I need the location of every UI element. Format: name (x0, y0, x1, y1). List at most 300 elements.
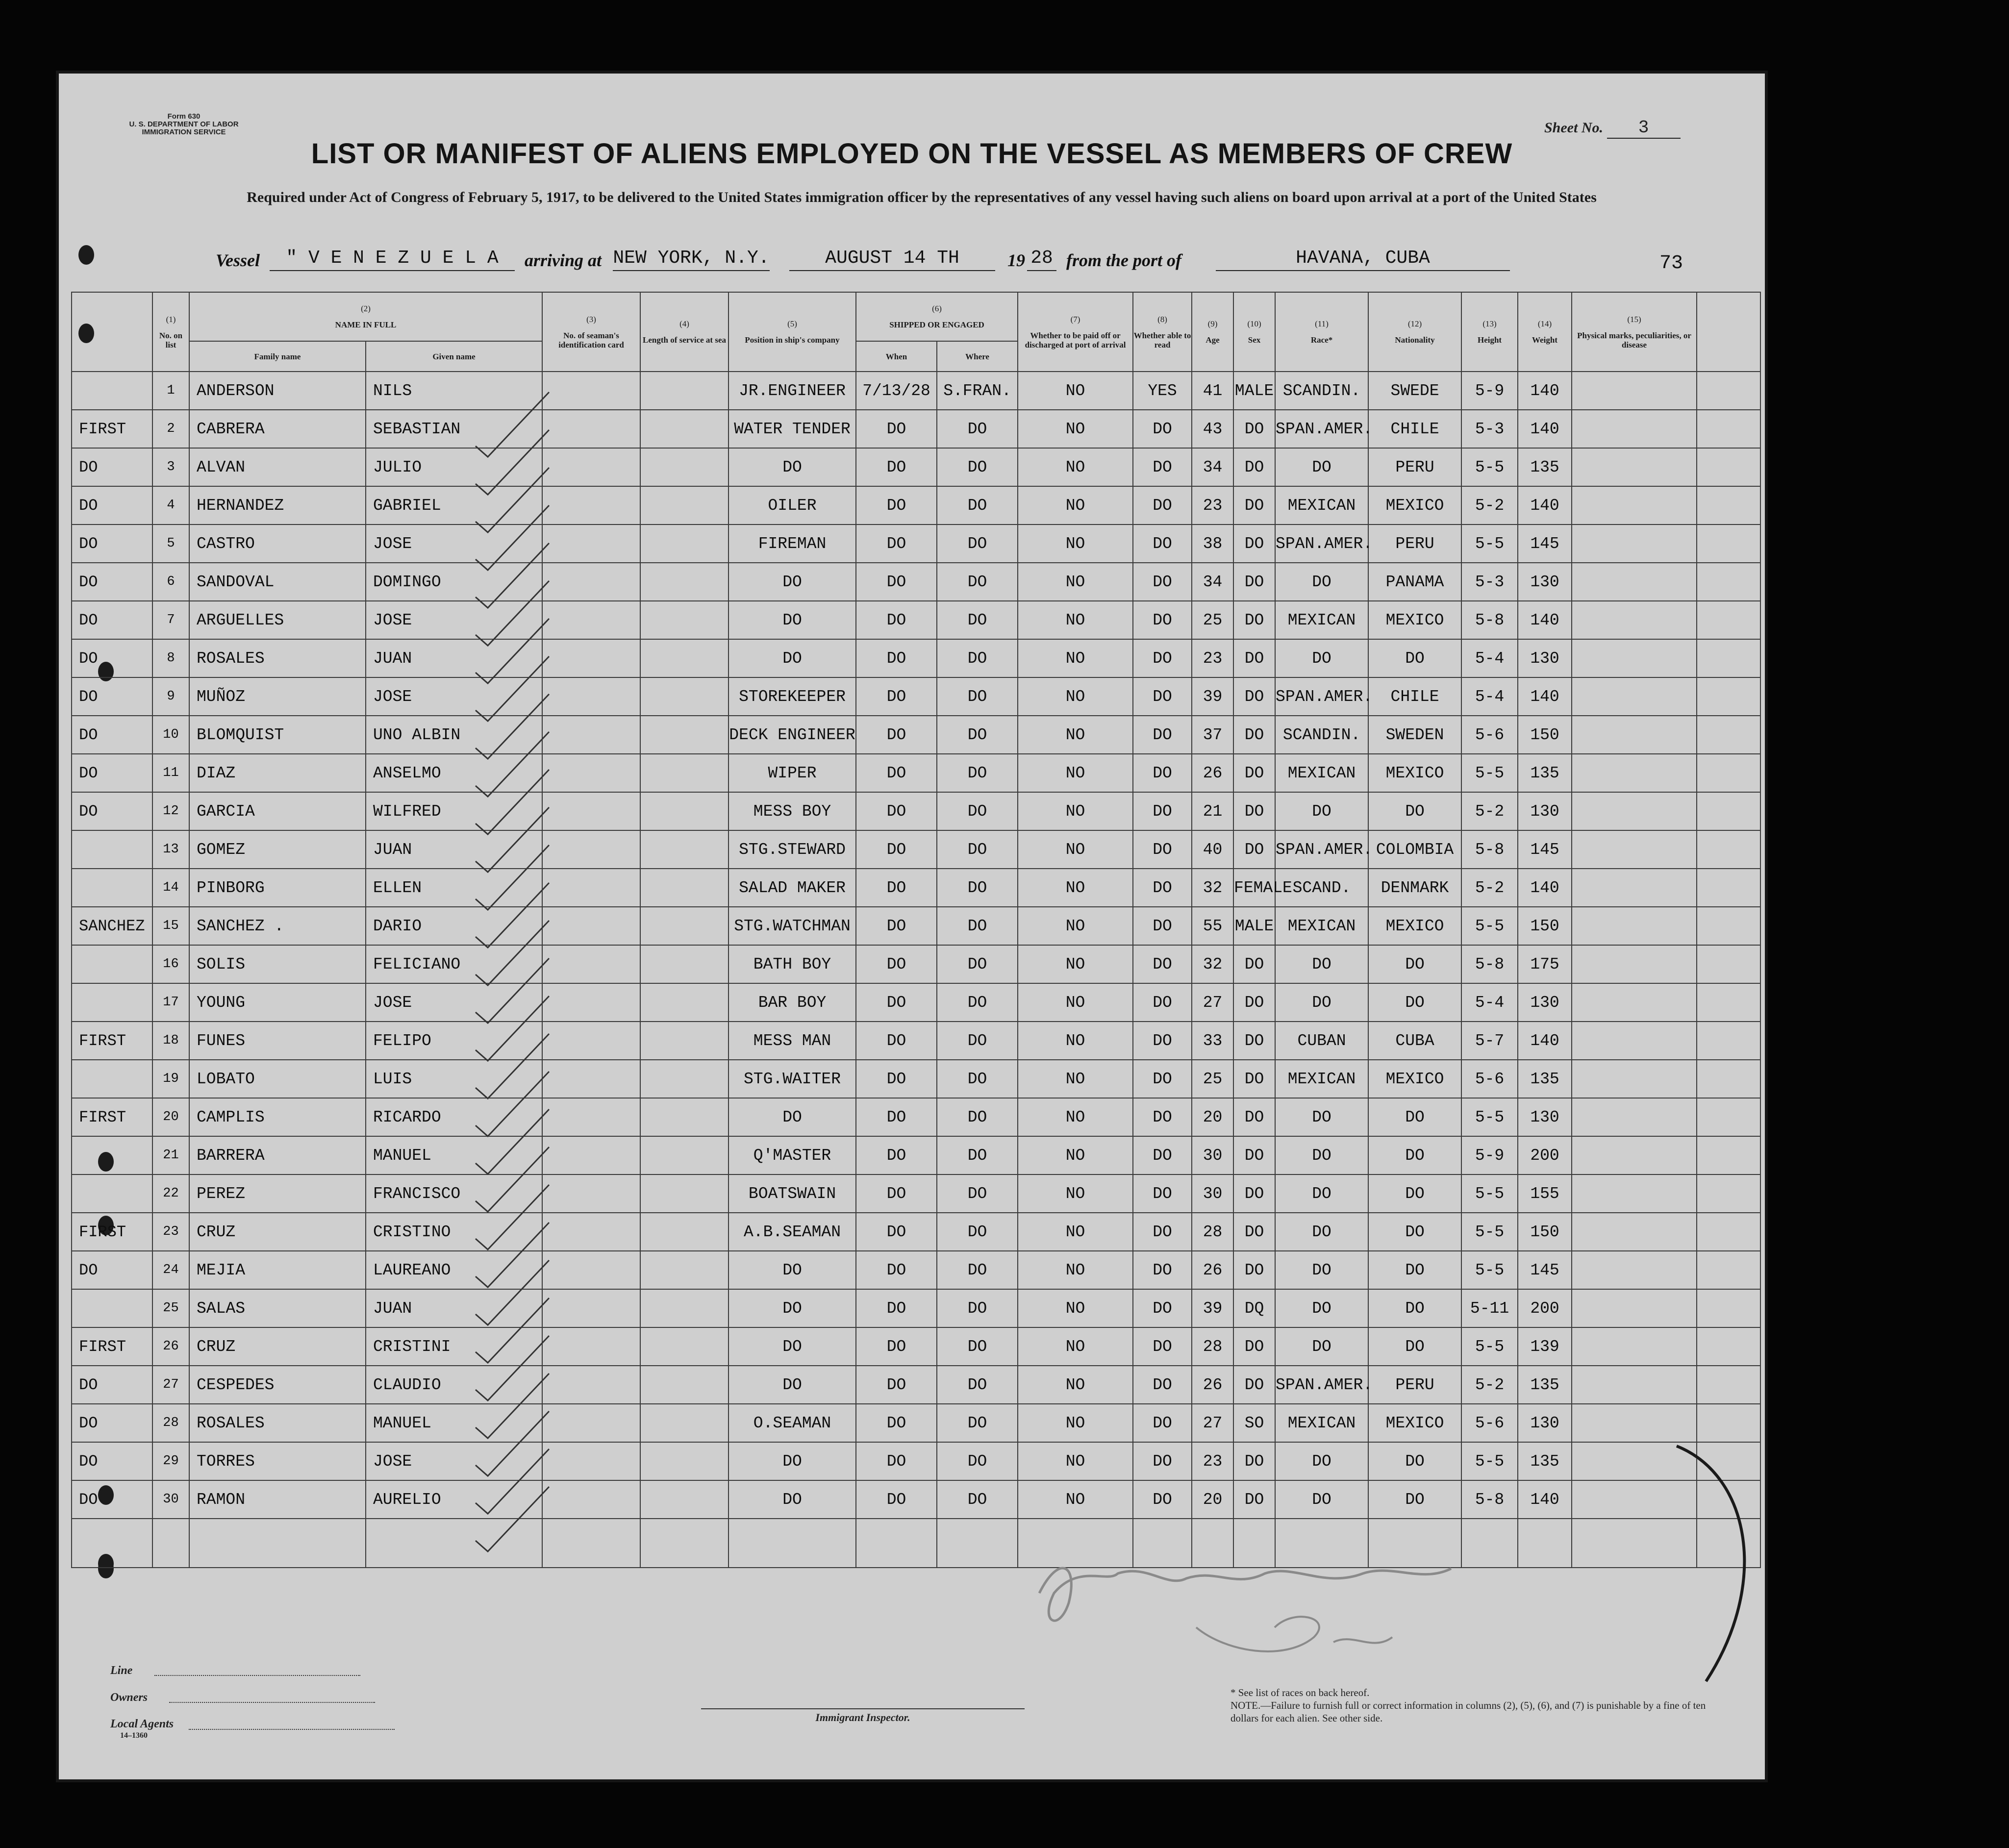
nationality: COLOMBIA (1368, 830, 1461, 869)
blank-cell (1697, 1327, 1760, 1366)
table-row (72, 639, 1760, 677)
height: 5-7 (1461, 1022, 1518, 1060)
footer-form-code: 14–1360 (120, 1731, 148, 1740)
weight: 130 (1518, 563, 1572, 601)
height: 5-4 (1461, 639, 1518, 677)
nationality: DO (1368, 1480, 1461, 1519)
given-name: GABRIEL (366, 486, 542, 524)
race: MEXICAN (1275, 1404, 1368, 1442)
paid-off: NO (1018, 639, 1133, 677)
table-row (72, 372, 1760, 410)
paid-off: NO (1018, 524, 1133, 563)
position: DO (728, 1366, 856, 1404)
family-name: PEREZ (189, 1174, 366, 1213)
race: DO (1275, 1251, 1368, 1289)
position: FIREMAN (728, 524, 856, 563)
age: 33 (1192, 1022, 1233, 1060)
weight: 140 (1518, 372, 1572, 410)
service-length-cell (640, 677, 728, 716)
note-annotation (72, 830, 152, 869)
sex: DO (1233, 486, 1275, 524)
service-length-cell (640, 1060, 728, 1098)
weight: 130 (1518, 1098, 1572, 1136)
nationality: DO (1368, 1251, 1461, 1289)
position: STG.WATCHMAN (728, 907, 856, 945)
physical-marks-cell (1572, 1366, 1697, 1404)
shipped-where: DO (937, 1060, 1018, 1098)
header-weight: (14) Weight (1518, 292, 1572, 372)
table-row (72, 907, 1760, 945)
weight: 135 (1518, 754, 1572, 792)
list-number: 24 (152, 1251, 189, 1289)
age: 25 (1192, 601, 1233, 639)
weight: 140 (1518, 869, 1572, 907)
list-number: 29 (152, 1442, 189, 1480)
sex: DO (1233, 524, 1275, 563)
service-length-cell (640, 1098, 728, 1136)
sex: DO (1233, 639, 1275, 677)
position: DO (728, 1442, 856, 1480)
id-card-cell (542, 448, 640, 486)
from-label: from the port of (1066, 250, 1182, 270)
paid-off: NO (1018, 448, 1133, 486)
physical-marks-cell (1572, 601, 1697, 639)
able-to-read: DO (1133, 601, 1192, 639)
family-name: BLOMQUIST (189, 716, 366, 754)
race: SPAN.AMER. (1275, 830, 1368, 869)
id-card-cell (542, 372, 640, 410)
shipped-where: DO (937, 1174, 1018, 1213)
shipped-where: DO (937, 1480, 1018, 1519)
age: 26 (1192, 754, 1233, 792)
shipped-where: DO (937, 1136, 1018, 1174)
list-number: 16 (152, 945, 189, 983)
note-annotation: FIRST (72, 1098, 152, 1136)
list-number: 12 (152, 792, 189, 830)
age: 26 (1192, 1251, 1233, 1289)
table-row (72, 1251, 1760, 1289)
age: 55 (1192, 907, 1233, 945)
age: 20 (1192, 1098, 1233, 1136)
table-row (72, 754, 1760, 792)
paid-off: NO (1018, 1060, 1133, 1098)
height: 5-5 (1461, 1174, 1518, 1213)
blank-cell (1697, 1289, 1760, 1327)
table-row (72, 524, 1760, 563)
paid-off: NO (1018, 983, 1133, 1022)
list-number: 8 (152, 639, 189, 677)
paid-off: NO (1018, 1098, 1133, 1136)
paid-off: NO (1018, 372, 1133, 410)
race: DO (1275, 1480, 1368, 1519)
nationality: DO (1368, 1098, 1461, 1136)
shipped-where: DO (937, 792, 1018, 830)
weight: 150 (1518, 907, 1572, 945)
note-annotation: DO (72, 563, 152, 601)
table-row (72, 983, 1760, 1022)
able-to-read: DO (1133, 1480, 1192, 1519)
given-name: DARIO (366, 907, 542, 945)
header-position: (5) Position in ship's company (728, 292, 856, 372)
service-length-cell (640, 1442, 728, 1480)
physical-marks-cell (1572, 486, 1697, 524)
height: 5-2 (1461, 792, 1518, 830)
given-name: JUAN (366, 830, 542, 869)
shipped-where: DO (937, 716, 1018, 754)
physical-marks-cell (1572, 410, 1697, 448)
sex: DO (1233, 448, 1275, 486)
table-row (72, 563, 1760, 601)
age: 37 (1192, 716, 1233, 754)
able-to-read: DO (1133, 754, 1192, 792)
given-name: JOSE (366, 1442, 542, 1480)
shipped-when: DO (856, 1136, 937, 1174)
weight: 150 (1518, 1213, 1572, 1251)
blank-cell (1697, 792, 1760, 830)
table-row (72, 1098, 1760, 1136)
blank-cell (1697, 563, 1760, 601)
blank-cell (1697, 486, 1760, 524)
nationality: CUBA (1368, 1022, 1461, 1060)
list-number: 5 (152, 524, 189, 563)
service-length-cell (640, 983, 728, 1022)
nationality: CHILE (1368, 677, 1461, 716)
able-to-read: DO (1133, 1289, 1192, 1327)
departure-port: HAVANA, CUBA (1216, 248, 1510, 271)
nationality: DO (1368, 1442, 1461, 1480)
physical-marks-cell (1572, 1213, 1697, 1251)
shipped-when: DO (856, 1213, 937, 1251)
shipped-when: DO (856, 563, 937, 601)
weight: 140 (1518, 486, 1572, 524)
list-number: 3 (152, 448, 189, 486)
paid-off: NO (1018, 1366, 1133, 1404)
list-number: 20 (152, 1098, 189, 1136)
physical-marks-cell (1572, 983, 1697, 1022)
race: DO (1275, 563, 1368, 601)
shipped-when: DO (856, 1327, 937, 1366)
list-number: 23 (152, 1213, 189, 1251)
nationality: PANAMA (1368, 563, 1461, 601)
position: Q'MASTER (728, 1136, 856, 1174)
id-card-cell (542, 1213, 640, 1251)
shipped-when: DO (856, 448, 937, 486)
id-card-cell (542, 677, 640, 716)
age: 39 (1192, 1289, 1233, 1327)
family-name: TORRES (189, 1442, 366, 1480)
shipped-when: DO (856, 830, 937, 869)
given-name: JUAN (366, 639, 542, 677)
shipped-where: DO (937, 1098, 1018, 1136)
race: DO (1275, 1327, 1368, 1366)
able-to-read: DO (1133, 983, 1192, 1022)
id-card-cell (542, 1442, 640, 1480)
family-name: ANDERSON (189, 372, 366, 410)
note-annotation: DO (72, 1404, 152, 1442)
sex: DO (1233, 983, 1275, 1022)
shipped-when: DO (856, 754, 937, 792)
able-to-read: DO (1133, 830, 1192, 869)
position: MESS MAN (728, 1022, 856, 1060)
family-name: ARGUELLES (189, 601, 366, 639)
service-length-cell (640, 830, 728, 869)
nationality: SWEDE (1368, 372, 1461, 410)
list-number: 11 (152, 754, 189, 792)
shipped-where: DO (937, 1289, 1018, 1327)
paid-off: NO (1018, 1022, 1133, 1060)
list-number: 28 (152, 1404, 189, 1442)
weight: 140 (1518, 1480, 1572, 1519)
service-length-cell (640, 1289, 728, 1327)
nationality: MEXICO (1368, 1060, 1461, 1098)
able-to-read: DO (1133, 1327, 1192, 1366)
able-to-read: DO (1133, 945, 1192, 983)
list-number: 1 (152, 372, 189, 410)
nationality: PERU (1368, 1366, 1461, 1404)
arriving-label: arriving at (525, 250, 602, 270)
race: SCAND. (1275, 869, 1368, 907)
family-name: YOUNG (189, 983, 366, 1022)
paid-off: NO (1018, 601, 1133, 639)
paid-off: NO (1018, 1327, 1133, 1366)
physical-marks-cell (1572, 1060, 1697, 1098)
position: OILER (728, 486, 856, 524)
id-card-cell (542, 1136, 640, 1174)
list-number: 9 (152, 677, 189, 716)
list-number: 14 (152, 869, 189, 907)
nationality: DO (1368, 639, 1461, 677)
note-annotation (72, 1289, 152, 1327)
height: 5-5 (1461, 754, 1518, 792)
form-number: Form 630 (167, 112, 201, 121)
race: DO (1275, 639, 1368, 677)
physical-marks-cell (1572, 830, 1697, 869)
given-name: CLAUDIO (366, 1366, 542, 1404)
id-card-cell (542, 792, 640, 830)
blank-cell (1697, 1213, 1760, 1251)
service: IMMIGRATION SERVICE (142, 128, 226, 136)
id-card-cell (542, 1327, 640, 1366)
able-to-read: DO (1133, 639, 1192, 677)
paid-off: NO (1018, 830, 1133, 869)
race: DO (1275, 1098, 1368, 1136)
position: MESS BOY (728, 792, 856, 830)
signature-icon (1020, 1534, 1510, 1681)
shipped-where: DO (937, 486, 1018, 524)
height: 5-9 (1461, 1136, 1518, 1174)
nationality: DO (1368, 1327, 1461, 1366)
service-length-cell (640, 410, 728, 448)
family-name: CESPEDES (189, 1366, 366, 1404)
list-number: 19 (152, 1060, 189, 1098)
note-annotation: DO (72, 639, 152, 677)
blank-cell (1697, 1022, 1760, 1060)
blank-cell (1697, 869, 1760, 907)
paid-off: NO (1018, 869, 1133, 907)
position: DECK ENGINEER (728, 716, 856, 754)
family-name: ALVAN (189, 448, 366, 486)
sex: DO (1233, 563, 1275, 601)
footer-agents: Local Agents 14–1360 (110, 1718, 174, 1742)
header-where: Where (937, 341, 1018, 372)
blank-cell (1697, 830, 1760, 869)
weight: 135 (1518, 1366, 1572, 1404)
position: BOATSWAIN (728, 1174, 856, 1213)
note-annotation: SANCHEZ (72, 907, 152, 945)
table-row (72, 716, 1760, 754)
service-length-cell (640, 601, 728, 639)
position: WATER TENDER (728, 410, 856, 448)
age: 27 (1192, 1404, 1233, 1442)
height: 5-8 (1461, 601, 1518, 639)
id-card-cell (542, 410, 640, 448)
nationality: MEXICO (1368, 1404, 1461, 1442)
paid-off: NO (1018, 945, 1133, 983)
position: DO (728, 1327, 856, 1366)
nationality: MEXICO (1368, 601, 1461, 639)
height: 5-3 (1461, 410, 1518, 448)
table-row (72, 486, 1760, 524)
table-row (72, 448, 1760, 486)
shipped-where: DO (937, 601, 1018, 639)
service-length-cell (640, 563, 728, 601)
weight: 130 (1518, 639, 1572, 677)
physical-marks-cell (1572, 1289, 1697, 1327)
vessel-name: " V E N E Z U E L A (270, 248, 515, 271)
id-card-cell (542, 524, 640, 563)
id-card-cell (542, 945, 640, 983)
height: 5-4 (1461, 983, 1518, 1022)
family-name: SALAS (189, 1289, 366, 1327)
height: 5-6 (1461, 1404, 1518, 1442)
paid-off: NO (1018, 1404, 1133, 1442)
given-name: WILFRED (366, 792, 542, 830)
id-card-cell (542, 639, 640, 677)
nationality: DO (1368, 1213, 1461, 1251)
sex: DO (1233, 1098, 1275, 1136)
shipped-when: 7/13/28 (856, 372, 937, 410)
height: 5-9 (1461, 372, 1518, 410)
shipped-where: DO (937, 410, 1018, 448)
shipped-where: DO (937, 1327, 1018, 1366)
position: JR.ENGINEER (728, 372, 856, 410)
shipped-when: DO (856, 410, 937, 448)
blank-cell (1697, 1098, 1760, 1136)
sex: DO (1233, 1060, 1275, 1098)
able-to-read: DO (1133, 1251, 1192, 1289)
family-name: SANCHEZ . (189, 907, 366, 945)
able-to-read: DO (1133, 410, 1192, 448)
sex: FEMALE (1233, 869, 1275, 907)
physical-marks-cell (1572, 1327, 1697, 1366)
able-to-read: DO (1133, 563, 1192, 601)
table-row (72, 1174, 1760, 1213)
family-name: MUÑOZ (189, 677, 366, 716)
service-length-cell (640, 869, 728, 907)
nationality: MEXICO (1368, 907, 1461, 945)
shipped-where: DO (937, 563, 1018, 601)
family-name: CRUZ (189, 1213, 366, 1251)
height: 5-11 (1461, 1289, 1518, 1327)
note-annotation: FIRST (72, 1213, 152, 1251)
header-name-in-full: (2) NAME IN FULL (189, 292, 542, 341)
able-to-read: DO (1133, 677, 1192, 716)
punch-hole (78, 245, 94, 265)
position: SALAD MAKER (728, 869, 856, 907)
list-number: 13 (152, 830, 189, 869)
shipped-when: DO (856, 601, 937, 639)
given-name: ELLEN (366, 869, 542, 907)
family-name: GOMEZ (189, 830, 366, 869)
able-to-read: DO (1133, 869, 1192, 907)
family-name: RAMON (189, 1480, 366, 1519)
weight: 130 (1518, 983, 1572, 1022)
nationality: SWEDEN (1368, 716, 1461, 754)
given-name: UNO ALBIN (366, 716, 542, 754)
given-name: SEBASTIAN (366, 410, 542, 448)
header-paid-off: (7) Whether to be paid off or discharged at port of arrival (1018, 292, 1133, 372)
paid-off: NO (1018, 907, 1133, 945)
race: SPAN.AMER. (1275, 1366, 1368, 1404)
shipped-where: DO (937, 639, 1018, 677)
physical-marks-cell (1572, 639, 1697, 677)
note-annotation: DO (72, 792, 152, 830)
physical-marks-cell (1572, 1251, 1697, 1289)
given-name: CRISTINO (366, 1213, 542, 1251)
blank-column-header (1697, 292, 1760, 372)
service-length-cell (640, 1251, 728, 1289)
physical-marks-cell (1572, 563, 1697, 601)
given-name: JOSE (366, 983, 542, 1022)
paid-off: NO (1018, 1289, 1133, 1327)
nationality: DENMARK (1368, 869, 1461, 907)
race: MEXICAN (1275, 1060, 1368, 1098)
sex: DO (1233, 716, 1275, 754)
age: 28 (1192, 1327, 1233, 1366)
sheet-label: Sheet No. (1544, 120, 1603, 136)
paid-off: NO (1018, 1213, 1133, 1251)
note-annotation: DO (72, 448, 152, 486)
page-subtitle: Required under Act of Congress of February 5, 1917, to be delivered to the United States immigration officer by the representatives of any vessel having such aliens on board upon arrival at a port of the United States (247, 189, 1597, 205)
shipped-when: DO (856, 1404, 937, 1442)
blank-cell (1697, 524, 1760, 563)
shipped-where: DO (937, 1213, 1018, 1251)
note-annotation: FIRST (72, 410, 152, 448)
shipped-where: DO (937, 907, 1018, 945)
weight: 145 (1518, 524, 1572, 563)
table-row (72, 1327, 1760, 1366)
family-name: CASTRO (189, 524, 366, 563)
list-number: 6 (152, 563, 189, 601)
blank-cell (1697, 983, 1760, 1022)
paid-off: NO (1018, 1480, 1133, 1519)
weight: 130 (1518, 1404, 1572, 1442)
given-name: FELICIANO (366, 945, 542, 983)
footnote-block (1231, 1686, 1721, 1724)
position: DO (728, 601, 856, 639)
nationality: DO (1368, 1174, 1461, 1213)
family-name: FUNES (189, 1022, 366, 1060)
shipped-when: DO (856, 1442, 937, 1480)
nationality: CHILE (1368, 410, 1461, 448)
shipped-where: DO (937, 677, 1018, 716)
shipped-when: DO (856, 1022, 937, 1060)
age: 43 (1192, 410, 1233, 448)
service-length-cell (640, 1213, 728, 1251)
family-name: PINBORG (189, 869, 366, 907)
paid-off: NO (1018, 410, 1133, 448)
weight: 135 (1518, 448, 1572, 486)
